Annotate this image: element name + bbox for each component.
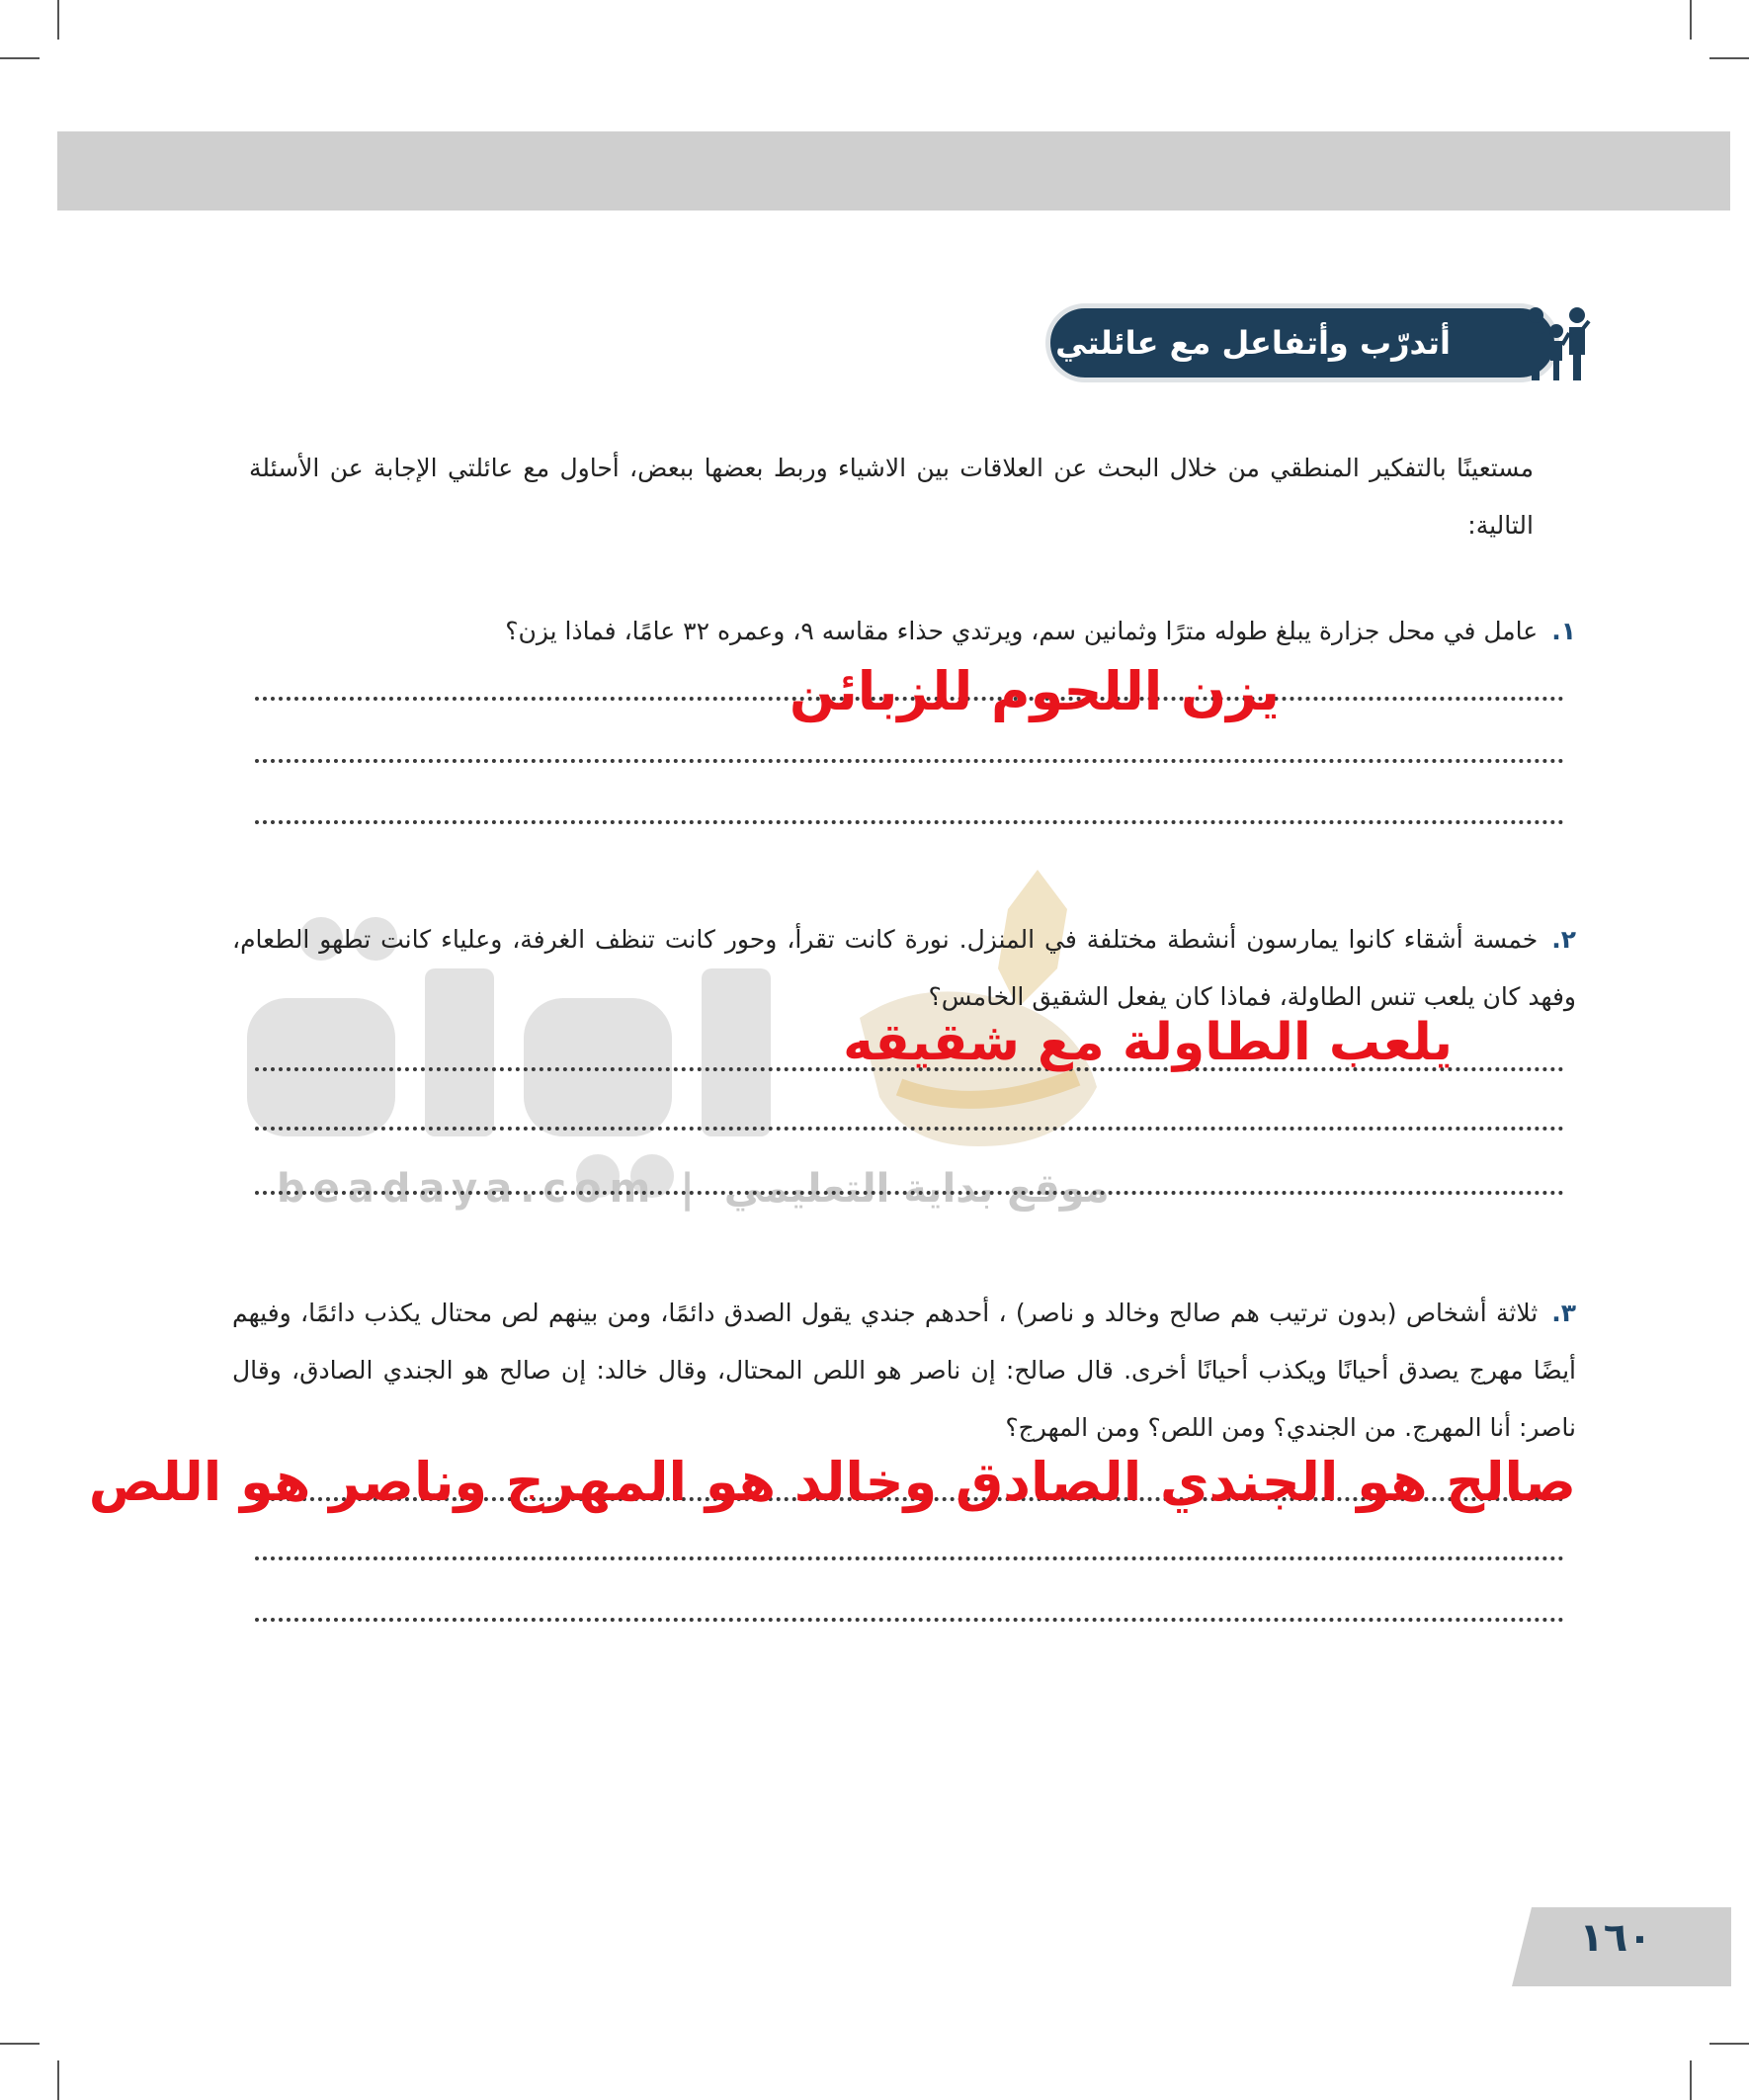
answer-line — [255, 1191, 1564, 1195]
section-title: أتدرّب وأتفاعل مع عائلتي — [1055, 324, 1451, 362]
crop-mark — [57, 2060, 59, 2100]
question-number: ٢. — [1551, 925, 1576, 954]
crop-mark — [1690, 2060, 1692, 2100]
handwritten-answer: صالح هو الجندي الصادق وخالد هو المهرج وناصر هو اللص — [88, 1451, 1576, 1513]
answer-line — [255, 1127, 1564, 1131]
answer-line — [255, 759, 1564, 763]
question-text: ثلاثة أشخاص (بدون ترتيب هم صالح وخالد و ناصر) ، أحدهم جندي يقول الصدق دائمًا، ومن بينهم لص محتال يكذب دائمًا، وفيهم أيضًا مهرج يصدق أحيانًا ويكذب أحيانًا أخرى. قال صالح: إن ناصر هو اللص المحتال، وقال خالد: إن صالح هو الجندي الصادق، وقال ناصر: أنا المهرج. من الجندي؟ ومن اللص؟ ومن المهرج؟ — [232, 1299, 1576, 1442]
crop-mark — [1709, 2043, 1749, 2045]
answer-line — [255, 1618, 1564, 1622]
intro-paragraph: مستعينًا بالتفكير المنطقي من خلال البحث عن العلاقات بين الاشياء وربط بعضها ببعض، أحاول مع عائلتي الإجابة عن الأسئلة التالية: — [249, 454, 1534, 540]
question-3 — [232, 1285, 1576, 1457]
page-number: ١٦٠ — [1579, 1915, 1652, 1961]
crop-mark — [0, 2043, 40, 2045]
watermark-text: beadaya.com | موقع بداية التعليمي — [277, 1166, 1110, 1212]
section-header — [1045, 303, 1559, 382]
answer-line — [255, 820, 1564, 824]
crop-mark — [57, 0, 59, 40]
crop-mark — [1690, 0, 1692, 40]
header-band — [57, 131, 1730, 210]
question-number: ٣. — [1551, 1299, 1576, 1327]
crop-mark — [0, 57, 40, 59]
question-text: عامل في محل جزارة يبلغ طوله مترًا وثمانين سم، ويرتدي حذاء مقاسه ٩، وعمره ٣٢ عامًا، فماذا يزن؟ — [505, 617, 1539, 645]
handwritten-answer: يزن اللحوم للزبائن — [789, 660, 1280, 722]
question-1 — [232, 603, 1576, 660]
answer-line — [255, 1556, 1564, 1560]
handwritten-answer: يلعب الطاولة مع شقيقه — [843, 1013, 1453, 1072]
question-text: خمسة أشقاء كانوا يمارسون أنشطة مختلفة في المنزل. نورة كانت تقرأ، وحور كانت تنظف الغرفة، وعلياء كانت تطهو الطعام، وفهد كان يلعب تنس الطاولة، فماذا كان يفعل الشقيق الخامس؟ — [232, 925, 1576, 1011]
question-number: ١. — [1551, 617, 1576, 645]
family-icon — [1522, 301, 1591, 384]
question-2 — [232, 911, 1576, 1026]
crop-mark — [1709, 57, 1749, 59]
